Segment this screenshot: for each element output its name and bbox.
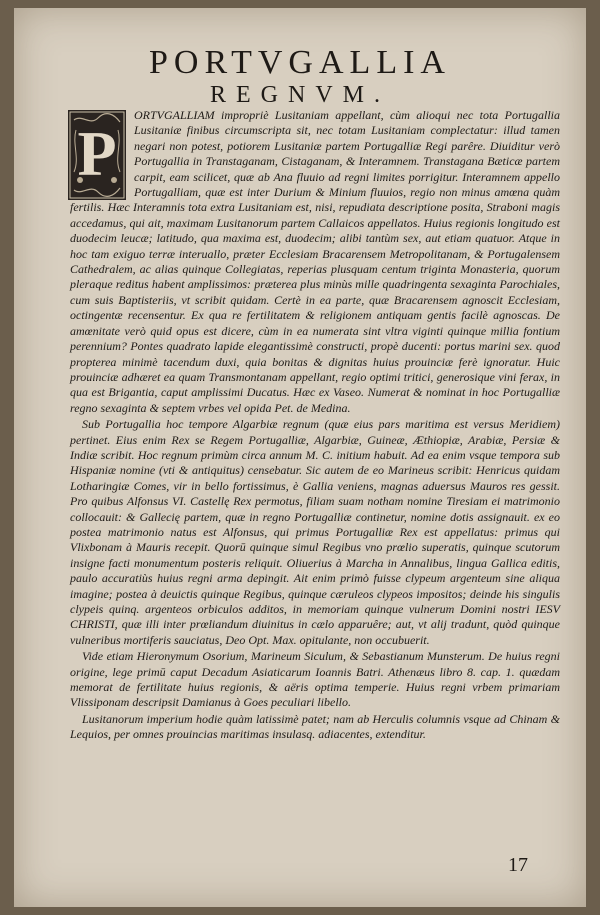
page-title-line-2: REGNVM.: [209, 82, 390, 108]
decorated-initial: [68, 110, 126, 200]
paragraph-3: Vide etiam Hieronymum Osorium, Marineum Siculum, & Sebastianum Munsterum. De huius regni origine, lege primū caput Decadum Asiaticarum Ioannis Batri. Athenæus libro 8. cap. 1. quædam memorat de fertilitate huius regionis, & aëris optima temperie. Huius regni vrbem primariam Vlissiponam descripsit Damianus à Goes peculiari libello.: [70, 649, 560, 710]
paragraph-1: ORTVGALLIAM impropriè Lusitaniam appellant, cùm alioqui nec tota Portugallia Lusitaniæ finibus circumscripta sit, nec totam Lusitaniam complectatur: illud tamen negari non potest, potiorem Lusitaniæ partem Portugalliæ Regi parêre. Diuiditur verò Portugallia in Transtaganam, Cistaganam, & Interamnem. Transtagana Bæticæ partem carpit, eam scilicet, quæ ab Ana fluuio ad regni limites porrigitur. Interamnem appello Portugalliam, quæ est inter Durium & Minium fluuios, regio non minus amœna quàm fertilis. Hæc Interamnis tota extra Lusitaniam est, nisi, repudiata descriptione posita, Straboni magis accedamus, qui ait, maximam Lusitanorum partem Callaicos appellatos. Huius regionis longitudo est duodecim leucæ; latitudo, qua maxima est, duodecim; alibi tantùm sex, aut etiam quatuor. Atque in hoc tam exiguo terræ interuallo, præter Ecclesiam Bracarensem Metropolitanam, & Portugalensem Cathedralem, ac alias quinque Collegiatas, reperias plusquam centum triginta Monasteria, quorum pleraque reditus habent amplissimos: præterea plus minùs mille quadringenta sexaginta Parochiales, cum suis Baptisteriis, vt scribit quidam. Certè in ea parte, quæ Bracarensem agnoscit Ecclesiam, octingentæ recensentur. Ex qua re fertilitatem & religionem antiquam gentis facilè agnoscas. De amœnitate verò quid opus est dicere, cùm in ea numerata sint vltra viginti quinque millia fontium perennium? Pontes quadrato lapide elegantissimè constructi, propè ducenti: portus marini sex. quod propterea minimè tacendum duxi, quia bonitas & dignitas huius prouinciæ ferè ignoratur. Huic prouinciæ adhæret ea quam Transmontanam appellant, regio optimi tritici, generosique vini ferax, in qua est Brigantia, caput amplissimi Ducatus. Hæc ex Vaseo. Numerat & nominat in hoc Portugalliæ regno sexaginta & septem vrbes vel opida Pet. de Medina.: [70, 108, 560, 415]
paragraph-2: Sub Portugallia hoc tempore Algarbiæ regnum (quæ eius pars maritima est versus Meridiem) pertinet. Eius enim Rex se Regem Portugalliæ, Algarbiæ, Guineæ, Æthiopiæ, Arabiæ, Persiæ & Indiæ scribit. Hoc regnum primùm circa annum M. C. initium habuit. Ad ea enim vsque tempora sub Hispaniæ nomine (vti & antiquitus) censebatur. Sic autem de eo Marineus scribit: Henricus quidam Lotharingiæ Comes, vir in bello fortissimus, è Gallia veniens, magnas aduersus Mauros res gessit. Pro quibus Alfonsus VI. Castellę Rex permotus, filiam suam notham nomine Tiresiam ei matrimonio collocauit: & Gallecię partem, quæ in regno Portugalliæ continetur, nomine dotis assignauit. ex eo postea matrimonio natus est Alfonsus, qui primus Portugalliæ Rex est appellatus: primus qui Vlixbonam à Mauris recepit. Quorū quinque simul Regibus vno prœlio superatis, quinque scutorum insigne facti monumentum posteris reliquit. Oliuerius à Marcha in Annalibus, lingua Gallica editis, paulo accuratiùs huius regni arma depingit. Ait enim primò fuisse clypeum argenteum sine aliqua imagine; postea à deuictis quinque Regibus, quinque cæruleos clypeos impositos; deinde his singulis clypeis quinq. argenteos orbiculos additos, in memoriam quinque vulnerum Domini nostri IESV CHRISTI, quæ illi inter prœliandum diuinitus in cælo apparuêre; aut, vt alij tradunt, quòd quinque vulneribus mortiferis sauciatus, Deo Opt. Max. opitulante, non occubuerit.: [70, 417, 560, 647]
initial-letter: P: [77, 118, 117, 189]
page-number: 17: [508, 854, 528, 876]
main-text: [70, 108, 560, 744]
book-page: [14, 8, 586, 907]
page-title-line-1: PORTVGALLIA: [149, 44, 451, 81]
paragraph-4: Lusitanorum imperium hodie quàm latissimè patet; nam ab Herculis columnis vsque ad Chinam & Lequios, per omnes prouincias maritimas insulasq. adiacentes, extenditur.: [70, 711, 560, 742]
